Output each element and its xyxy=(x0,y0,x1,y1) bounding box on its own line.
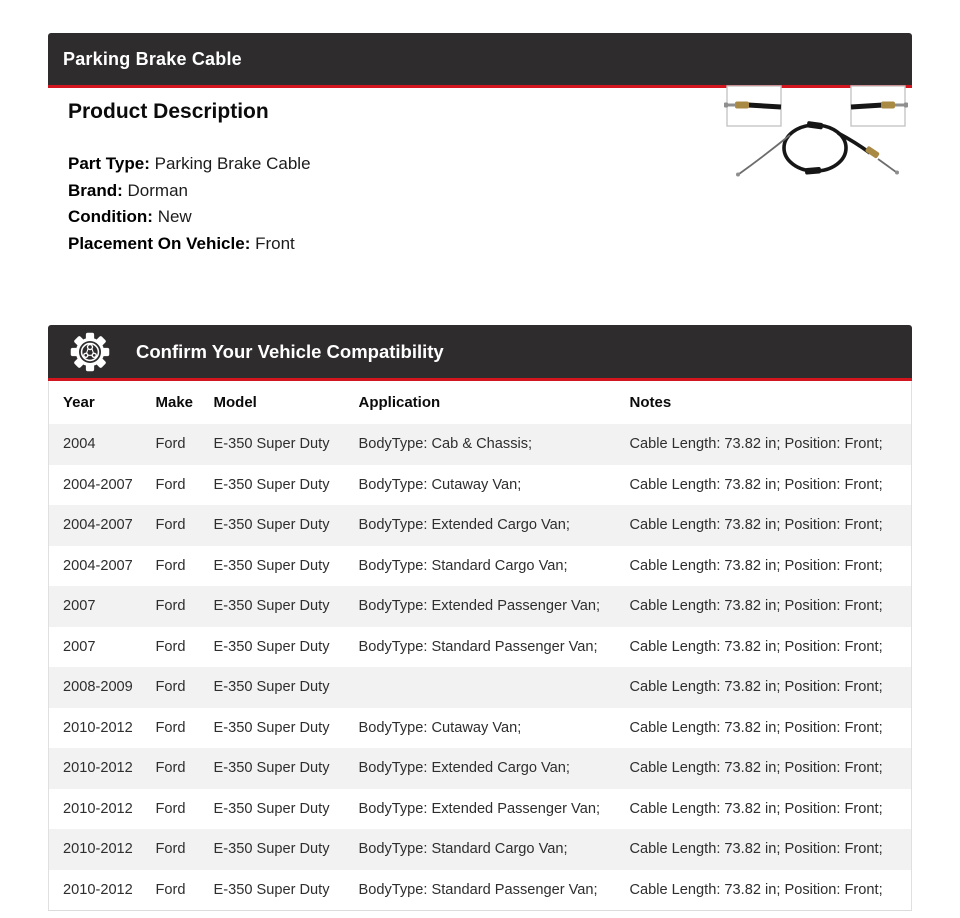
detail-placement xyxy=(68,231,912,258)
table-row xyxy=(49,505,912,546)
table-cell: BodyType: Cutaway Van; xyxy=(358,719,522,736)
table-cell: 2010-2012 xyxy=(63,719,133,736)
table-cell: E-350 Super Duty xyxy=(200,829,345,870)
compatibility-title: Confirm Your Vehicle Compatibility xyxy=(136,340,444,362)
page-title-bar xyxy=(48,33,912,88)
table-cell: Ford xyxy=(142,424,200,465)
product-description-section xyxy=(48,88,912,288)
table-cell: Cable Length: 73.82 in; Position: Front; xyxy=(616,748,912,789)
table-row xyxy=(49,465,912,506)
table-cell: E-350 Super Duty xyxy=(213,719,330,736)
table-cell: BodyType: Cab & Chassis; xyxy=(345,424,616,465)
column-header-notes: Notes xyxy=(616,381,912,424)
table-cell: Ford xyxy=(142,748,200,789)
table-cell: Cable Length: 73.82 in; Position: Front; xyxy=(629,476,883,493)
detail-label: Condition: xyxy=(68,207,153,226)
table-cell: 2010-2012 xyxy=(49,748,142,789)
table-cell: Cable Length: 73.82 in; Position: Front; xyxy=(616,829,912,870)
table-cell: E-350 Super Duty xyxy=(200,505,345,546)
table-cell: E-350 Super Duty xyxy=(213,557,330,574)
table-row xyxy=(49,424,912,465)
table-cell: 2008-2009 xyxy=(49,667,142,708)
column-header-year: Year xyxy=(49,381,142,424)
compatibility-table xyxy=(48,381,912,911)
product-description-heading: Product Description xyxy=(68,100,269,123)
table-cell: Ford xyxy=(142,505,200,546)
column-header-make: Make xyxy=(142,381,200,424)
table-row xyxy=(49,667,912,708)
detail-condition xyxy=(68,204,912,231)
page-title: Parking Brake Cable xyxy=(63,48,242,69)
table-cell xyxy=(345,667,616,708)
parking-brake-cable-illustration xyxy=(722,82,910,186)
column-header-model: Model xyxy=(200,381,345,424)
table-cell: BodyType: Standard Cargo Van; xyxy=(345,829,616,870)
table-cell: Ford xyxy=(142,586,200,627)
detail-label: Placement On Vehicle: xyxy=(68,233,251,253)
table-cell: 2010-2012 xyxy=(63,881,133,898)
table-row xyxy=(49,708,912,749)
table-cell: Cable Length: 73.82 in; Position: Front; xyxy=(616,586,912,627)
table-row xyxy=(49,829,912,870)
table-cell: BodyType: Standard Passenger Van; xyxy=(358,638,598,655)
table-cell: E-350 Super Duty xyxy=(213,800,330,817)
page-container xyxy=(48,33,912,911)
table-row xyxy=(49,627,912,668)
table-cell: E-350 Super Duty xyxy=(200,748,345,789)
compatibility-header-bar xyxy=(48,325,912,381)
table-cell: Ford xyxy=(155,557,186,574)
table-cell: Cable Length: 73.82 in; Position: Front; xyxy=(629,557,883,574)
table-cell: Cable Length: 73.82 in; Position: Front; xyxy=(616,424,912,465)
table-row xyxy=(49,748,912,789)
product-image xyxy=(722,82,910,186)
table-cell: Ford xyxy=(155,800,186,817)
table-cell: BodyType: Extended Cargo Van; xyxy=(345,505,616,546)
table-row xyxy=(49,546,912,587)
table-cell: E-350 Super Duty xyxy=(200,586,345,627)
table-cell: BodyType: Extended Passenger Van; xyxy=(358,800,600,817)
table-cell: Cable Length: 73.82 in; Position: Front; xyxy=(629,881,883,898)
detail-value: New xyxy=(157,207,192,226)
table-cell: Cable Length: 73.82 in; Position: Front; xyxy=(629,719,883,736)
table-cell: 2010-2012 xyxy=(63,800,133,817)
detail-value: Front xyxy=(255,233,295,253)
table-cell: 2004-2007 xyxy=(49,505,142,546)
table-cell: Ford xyxy=(155,638,186,655)
column-header-application: Application xyxy=(345,381,616,424)
table-cell: Ford xyxy=(142,829,200,870)
table-header-row xyxy=(49,381,912,424)
table-cell: BodyType: Cutaway Van; xyxy=(358,476,522,493)
compatibility-table-body xyxy=(49,424,912,910)
table-cell: Cable Length: 73.82 in; Position: Front; xyxy=(629,638,883,655)
detail-value: Dorman xyxy=(127,180,188,200)
detail-label: Brand: xyxy=(68,180,123,200)
table-cell: Ford xyxy=(155,719,186,736)
detail-value: Parking Brake Cable xyxy=(154,154,311,173)
table-cell: 2004 xyxy=(49,424,142,465)
table-cell: E-350 Super Duty xyxy=(213,638,330,655)
gear-icon xyxy=(68,330,112,374)
table-cell: Ford xyxy=(155,881,186,898)
table-cell: 2010-2012 xyxy=(49,829,142,870)
table-cell: 2004-2007 xyxy=(63,557,133,574)
table-cell: BodyType: Standard Passenger Van; xyxy=(358,881,598,898)
table-cell: Cable Length: 73.82 in; Position: Front; xyxy=(616,505,912,546)
table-cell: E-350 Super Duty xyxy=(213,476,330,493)
table-cell: Ford xyxy=(155,476,186,493)
table-row xyxy=(49,870,912,911)
table-row xyxy=(49,789,912,830)
table-cell: 2007 xyxy=(49,586,142,627)
table-cell: E-350 Super Duty xyxy=(200,424,345,465)
detail-label: Part Type: xyxy=(68,154,150,173)
table-cell: 2004-2007 xyxy=(63,476,133,493)
table-cell: 2007 xyxy=(63,638,96,655)
table-cell: Cable Length: 73.82 in; Position: Front; xyxy=(629,800,883,817)
table-cell: BodyType: Standard Cargo Van; xyxy=(358,557,568,574)
table-row xyxy=(49,586,912,627)
table-cell: Cable Length: 73.82 in; Position: Front; xyxy=(616,667,912,708)
table-cell: E-350 Super Duty xyxy=(200,667,345,708)
table-cell: BodyType: Extended Cargo Van; xyxy=(345,748,616,789)
table-cell: BodyType: Extended Passenger Van; xyxy=(345,586,616,627)
table-cell: Ford xyxy=(142,667,200,708)
table-cell: E-350 Super Duty xyxy=(213,881,330,898)
